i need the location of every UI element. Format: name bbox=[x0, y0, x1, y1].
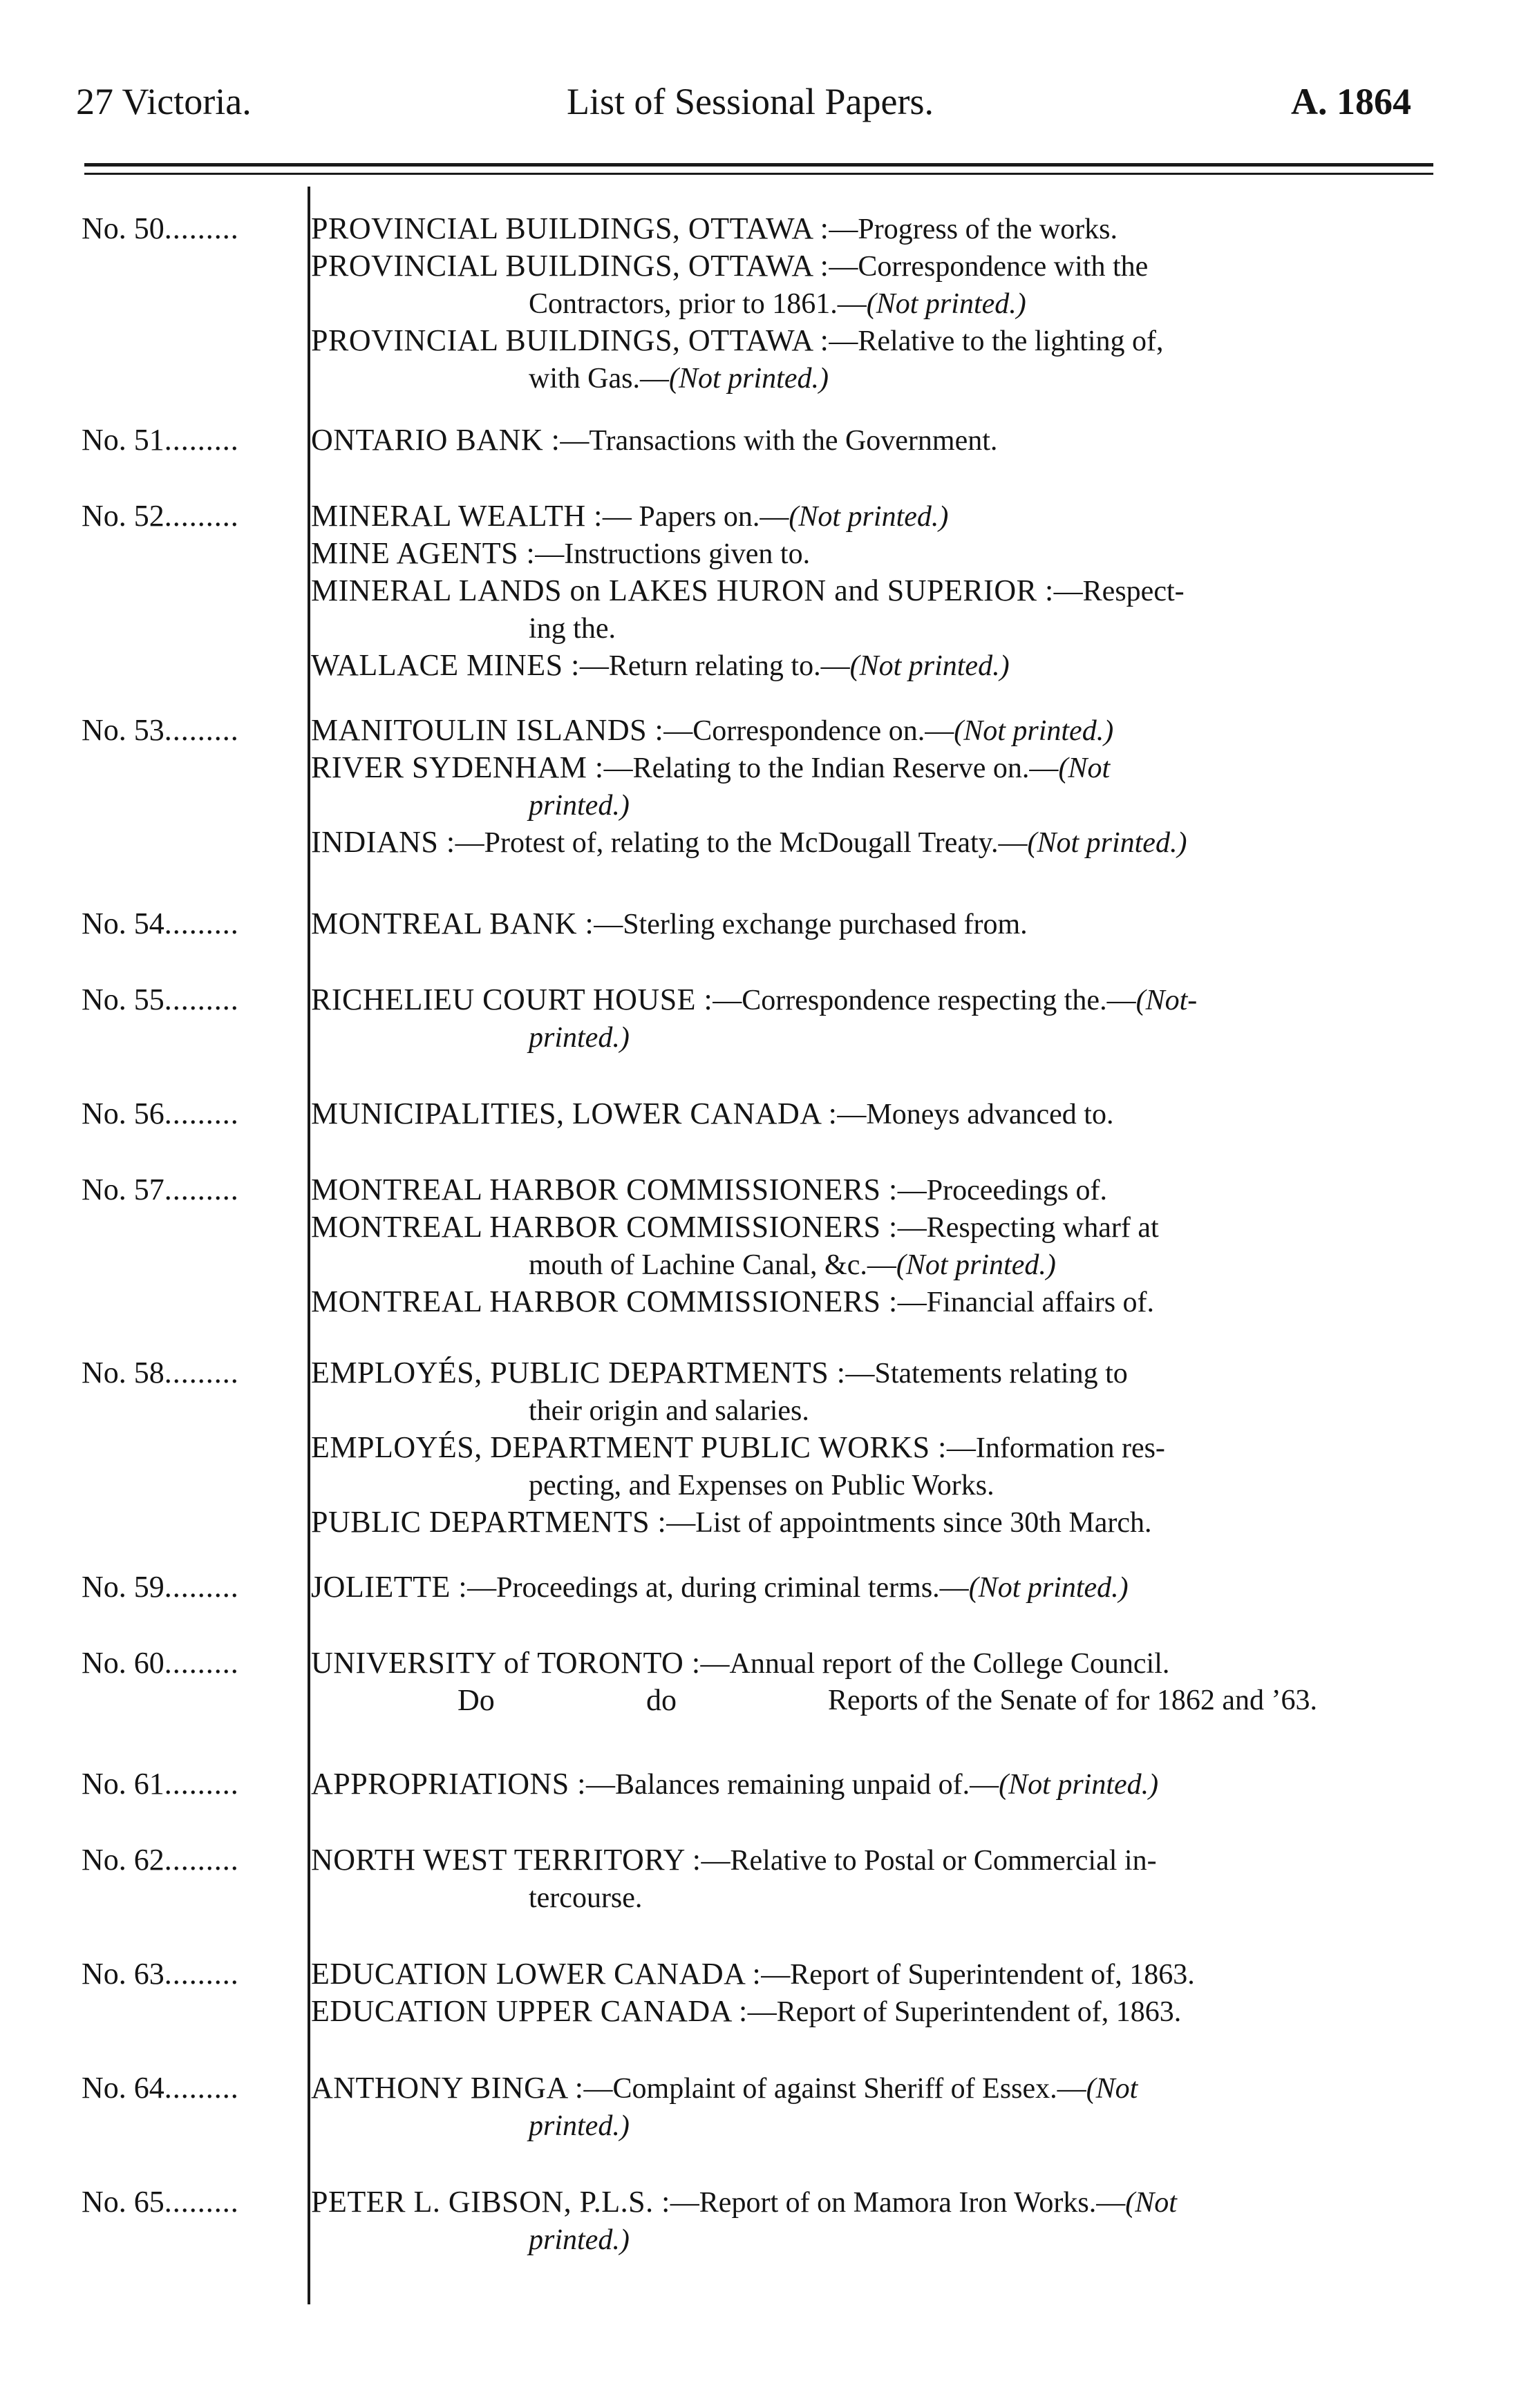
paper-number-label: No. 54 bbox=[82, 907, 164, 940]
entry-line bbox=[311, 1095, 1458, 1133]
leader-dots: ......... bbox=[164, 499, 239, 533]
entry-line bbox=[311, 421, 1458, 459]
entry-description: —Relative to the lighting of, bbox=[829, 325, 1164, 357]
paper-number-label: No. 53 bbox=[82, 713, 164, 747]
entry-description: —Complaint of against Sheriff of Essex.— bbox=[583, 2073, 1086, 2105]
entry-line bbox=[311, 1429, 1458, 1467]
entry-heading: MANITOULIN ISLANDS : bbox=[311, 713, 664, 747]
leader-dots: ......... bbox=[164, 2071, 239, 2105]
paper-number bbox=[82, 712, 239, 749]
entry-line bbox=[311, 749, 1458, 787]
not-printed-note: (Not- bbox=[1135, 985, 1198, 1016]
not-printed-note: (Not printed.) bbox=[1027, 827, 1187, 859]
entry-heading: UNIVERSITY of TORONTO : bbox=[311, 1646, 701, 1680]
leader-dots: ......... bbox=[164, 983, 239, 1016]
paper-number-label: No. 64 bbox=[82, 2071, 164, 2105]
entry-line bbox=[311, 1955, 1458, 1993]
entry-line bbox=[311, 247, 1458, 285]
entry-heading: MINERAL WEALTH : bbox=[311, 499, 603, 533]
not-printed-note: (Not bbox=[1086, 2073, 1138, 2105]
entry-heading: PUBLIC DEPARTMENTS : bbox=[311, 1505, 667, 1539]
entry-description: mouth of Lachine Canal, &c.— bbox=[529, 1249, 896, 1281]
entry-description: —Annual report of the College Council. bbox=[700, 1648, 1170, 1680]
entry-heading: MINE AGENTS : bbox=[311, 536, 536, 570]
entry-line bbox=[311, 647, 1458, 685]
entry-line bbox=[529, 1466, 1537, 1504]
entry-line bbox=[311, 535, 1458, 573]
paper-number-label: No. 55 bbox=[82, 983, 164, 1016]
paper-number-label: No. 57 bbox=[82, 1173, 164, 1206]
entry-heading: MONTREAL BANK : bbox=[311, 907, 594, 940]
not-printed-note: (Not printed.) bbox=[789, 501, 949, 533]
entry-line bbox=[311, 1171, 1458, 1209]
entry-line bbox=[311, 1504, 1458, 1542]
entry-description: —Respect- bbox=[1053, 576, 1185, 607]
entry-description: —Return relating to.— bbox=[579, 650, 850, 682]
entry-heading: MONTREAL HARBOR COMMISSIONERS : bbox=[311, 1284, 898, 1318]
entry-line bbox=[311, 1841, 1458, 1879]
entry-line bbox=[529, 359, 1537, 397]
paper-number-label: No. 56 bbox=[82, 1097, 164, 1130]
header-rule-thin bbox=[84, 173, 1433, 175]
entry-heading: RICHELIEU COURT HOUSE : bbox=[311, 983, 713, 1016]
entry-description: with Gas.— bbox=[529, 363, 669, 395]
entry-description: —Report of Superintendent of, 1863. bbox=[761, 1959, 1195, 1991]
entry-description: —List of appointments since 30th March. bbox=[666, 1507, 1152, 1539]
paper-number-label: No. 62 bbox=[82, 1843, 164, 1877]
entry-heading: ONTARIO BANK : bbox=[311, 423, 560, 457]
ditto-mark: Do bbox=[458, 1683, 495, 1717]
entry-description: — Papers on.— bbox=[602, 501, 789, 533]
leader-dots: ......... bbox=[164, 423, 239, 457]
leader-dots: ......... bbox=[164, 907, 239, 940]
paper-number bbox=[82, 497, 239, 535]
entry-description: —Relating to the Indian Reserve on.— bbox=[603, 752, 1059, 784]
leader-dots: ......... bbox=[164, 713, 239, 747]
paper-number-label: No. 60 bbox=[82, 1646, 164, 1680]
entry-line bbox=[529, 1392, 1537, 1430]
paper-number-label: No. 63 bbox=[82, 1957, 164, 1991]
entry-description: pecting, and Expenses on Public Works. bbox=[529, 1470, 994, 1501]
paper-number bbox=[82, 1765, 239, 1803]
entry-line bbox=[311, 2183, 1458, 2221]
leader-dots: ......... bbox=[164, 1957, 239, 1991]
ditto-mark: do bbox=[646, 1683, 677, 1717]
entry-heading: PROVINCIAL BUILDINGS, OTTAWA : bbox=[311, 323, 829, 357]
entry-heading: APPROPRIATIONS : bbox=[311, 1767, 586, 1801]
entry-description: their origin and salaries. bbox=[529, 1395, 809, 1427]
leader-dots: ......... bbox=[164, 1843, 239, 1877]
paper-number bbox=[82, 905, 239, 942]
leader-dots: ......... bbox=[164, 1173, 239, 1206]
paper-number-label: No. 51 bbox=[82, 423, 164, 457]
entry-description: —Sterling exchange purchased from. bbox=[594, 909, 1028, 940]
entry-line bbox=[311, 572, 1458, 610]
entry-line bbox=[311, 1354, 1458, 1392]
entry-line bbox=[311, 1208, 1458, 1246]
running-head-left: 27 Victoria. bbox=[76, 81, 252, 122]
entry-line bbox=[311, 1568, 1458, 1606]
entry-description: —Relative to Postal or Commercial in- bbox=[701, 1845, 1157, 1877]
paper-number bbox=[82, 1955, 239, 1993]
entry-line bbox=[311, 981, 1458, 1019]
leader-dots: ......... bbox=[164, 1646, 239, 1680]
entry-heading: PROVINCIAL BUILDINGS, OTTAWA : bbox=[311, 249, 829, 283]
leader-dots: ......... bbox=[164, 1767, 239, 1801]
header-rule-thick bbox=[84, 163, 1433, 167]
paper-number bbox=[82, 1841, 239, 1879]
paper-number bbox=[82, 2069, 239, 2107]
not-printed-note: (Not bbox=[1125, 2187, 1177, 2219]
paper-number bbox=[82, 1568, 239, 1606]
entry-heading: EDUCATION LOWER CANADA : bbox=[311, 1957, 762, 1991]
not-printed-note: (Not printed.) bbox=[849, 650, 1010, 682]
entry-line bbox=[311, 824, 1458, 862]
not-printed-note: printed.) bbox=[529, 2224, 630, 2256]
entry-line bbox=[311, 497, 1458, 535]
entry-description: ing the. bbox=[529, 613, 616, 645]
paper-number bbox=[82, 1644, 239, 1682]
entry-description: —Correspondence respecting the.— bbox=[713, 985, 1136, 1016]
entry-heading: RIVER SYDENHAM : bbox=[311, 750, 604, 784]
paper-number bbox=[82, 981, 239, 1018]
paper-number bbox=[82, 210, 239, 247]
entry-line bbox=[529, 285, 1537, 323]
entry-description: —Report of Superintendent of, 1863. bbox=[747, 1996, 1182, 2028]
leader-dots: ......... bbox=[164, 1570, 239, 1604]
entry-heading: PROVINCIAL BUILDINGS, OTTAWA : bbox=[311, 211, 829, 245]
entry-heading: EMPLOYÉS, PUBLIC DEPARTMENTS : bbox=[311, 1356, 846, 1390]
entry-heading: NORTH WEST TERRITORY : bbox=[311, 1843, 701, 1877]
entry-heading: JOLIETTE : bbox=[311, 1570, 468, 1604]
entry-heading: MUNICIPALITIES, LOWER CANADA : bbox=[311, 1097, 838, 1130]
paper-number bbox=[82, 421, 239, 459]
leader-dots: ......... bbox=[164, 1097, 239, 1130]
not-printed-note: printed.) bbox=[529, 790, 630, 822]
not-printed-note: (Not bbox=[1058, 752, 1111, 784]
entry-heading: MINERAL LANDS on LAKES HURON and SUPERIOR : bbox=[311, 573, 1054, 607]
entry-line bbox=[529, 1246, 1537, 1284]
entry-heading: INDIANS : bbox=[311, 825, 455, 859]
entry-description: —Financial affairs of. bbox=[897, 1287, 1155, 1318]
column-divider bbox=[308, 187, 310, 2304]
entry-heading: MONTREAL HARBOR COMMISSIONERS : bbox=[311, 1173, 898, 1206]
entry-line bbox=[529, 1879, 1537, 1917]
entry-description: —Proceedings of. bbox=[897, 1175, 1108, 1206]
not-printed-note: (Not printed.) bbox=[866, 288, 1026, 320]
entry-line bbox=[311, 1644, 1458, 1682]
entry-line bbox=[529, 2221, 1537, 2259]
paper-number-label: No. 61 bbox=[82, 1767, 164, 1801]
entry-description: —Protest of, relating to the McDougall Treaty.— bbox=[455, 827, 1028, 859]
entry-description: —Proceedings at, during criminal terms.— bbox=[467, 1572, 969, 1604]
paper-number-label: No. 59 bbox=[82, 1570, 164, 1604]
running-head-year: A. 1864 bbox=[1291, 81, 1411, 122]
entry-line bbox=[311, 712, 1458, 750]
entry-heading: PETER L. GIBSON, P.L.S. : bbox=[311, 2185, 670, 2219]
entry-line bbox=[311, 1993, 1458, 2031]
leader-dots: ......... bbox=[164, 211, 239, 245]
paper-number bbox=[82, 1171, 239, 1208]
entry-description: —Instructions given to. bbox=[535, 538, 811, 570]
entry-description: —Information res- bbox=[946, 1432, 1165, 1464]
not-printed-note: printed.) bbox=[529, 2110, 630, 2142]
not-printed-note: (Not printed.) bbox=[999, 1769, 1159, 1801]
entry-description: —Report of on Mamora Iron Works.— bbox=[670, 2187, 1126, 2219]
paper-number bbox=[82, 1354, 239, 1392]
entry-description: —Respecting wharf at bbox=[897, 1212, 1159, 1244]
not-printed-note: (Not printed.) bbox=[896, 1249, 1056, 1281]
not-printed-note: (Not printed.) bbox=[954, 715, 1114, 747]
leader-dots: ......... bbox=[164, 1356, 239, 1390]
entry-line bbox=[311, 905, 1458, 943]
entry-heading: EDUCATION UPPER CANADA : bbox=[311, 1994, 748, 2028]
entry-line bbox=[311, 210, 1458, 248]
not-printed-note: (Not printed.) bbox=[669, 363, 829, 395]
entry-description: Reports of the Senate of for 1862 and ’63. bbox=[828, 1685, 1317, 1716]
entry-heading: ANTHONY BINGA : bbox=[311, 2071, 584, 2105]
entry-description: —Correspondence on.— bbox=[663, 715, 954, 747]
leader-dots: ......... bbox=[164, 2185, 239, 2219]
entry-description: —Transactions with the Government. bbox=[560, 425, 998, 457]
paper-number bbox=[82, 1095, 239, 1132]
entry-description: Contractors, prior to 1861.— bbox=[529, 288, 867, 320]
entry-description: —Statements relating to bbox=[845, 1358, 1128, 1390]
entry-heading: WALLACE MINES : bbox=[311, 648, 580, 682]
entry-description: —Moneys advanced to. bbox=[837, 1099, 1114, 1130]
paper-number-label: No. 52 bbox=[82, 499, 164, 533]
entry-line bbox=[311, 322, 1458, 360]
running-head-title: List of Sessional Papers. bbox=[567, 81, 934, 122]
entry-line bbox=[311, 1765, 1458, 1803]
paper-number bbox=[82, 2183, 239, 2221]
entry-heading: EMPLOYÉS, DEPARTMENT PUBLIC WORKS : bbox=[311, 1430, 947, 1464]
entry-line bbox=[529, 2107, 1537, 2145]
entry-description: —Progress of the works. bbox=[829, 214, 1118, 245]
entry-line bbox=[311, 2069, 1458, 2107]
entry-description: tercourse. bbox=[529, 1882, 643, 1914]
paper-number-label: No. 65 bbox=[82, 2185, 164, 2219]
entry-heading: MONTREAL HARBOR COMMISSIONERS : bbox=[311, 1210, 898, 1244]
not-printed-note: printed.) bbox=[529, 1022, 630, 1054]
entry-line bbox=[529, 1018, 1537, 1056]
entry-line bbox=[529, 609, 1537, 647]
paper-number-label: No. 50 bbox=[82, 211, 164, 245]
not-printed-note: (Not printed.) bbox=[968, 1572, 1129, 1604]
entry-description: —Correspondence with the bbox=[829, 251, 1149, 283]
entry-line bbox=[529, 786, 1537, 824]
entry-line bbox=[311, 1283, 1458, 1321]
paper-number-label: No. 58 bbox=[82, 1356, 164, 1390]
entry-description: —Balances remaining unpaid of.— bbox=[585, 1769, 999, 1801]
